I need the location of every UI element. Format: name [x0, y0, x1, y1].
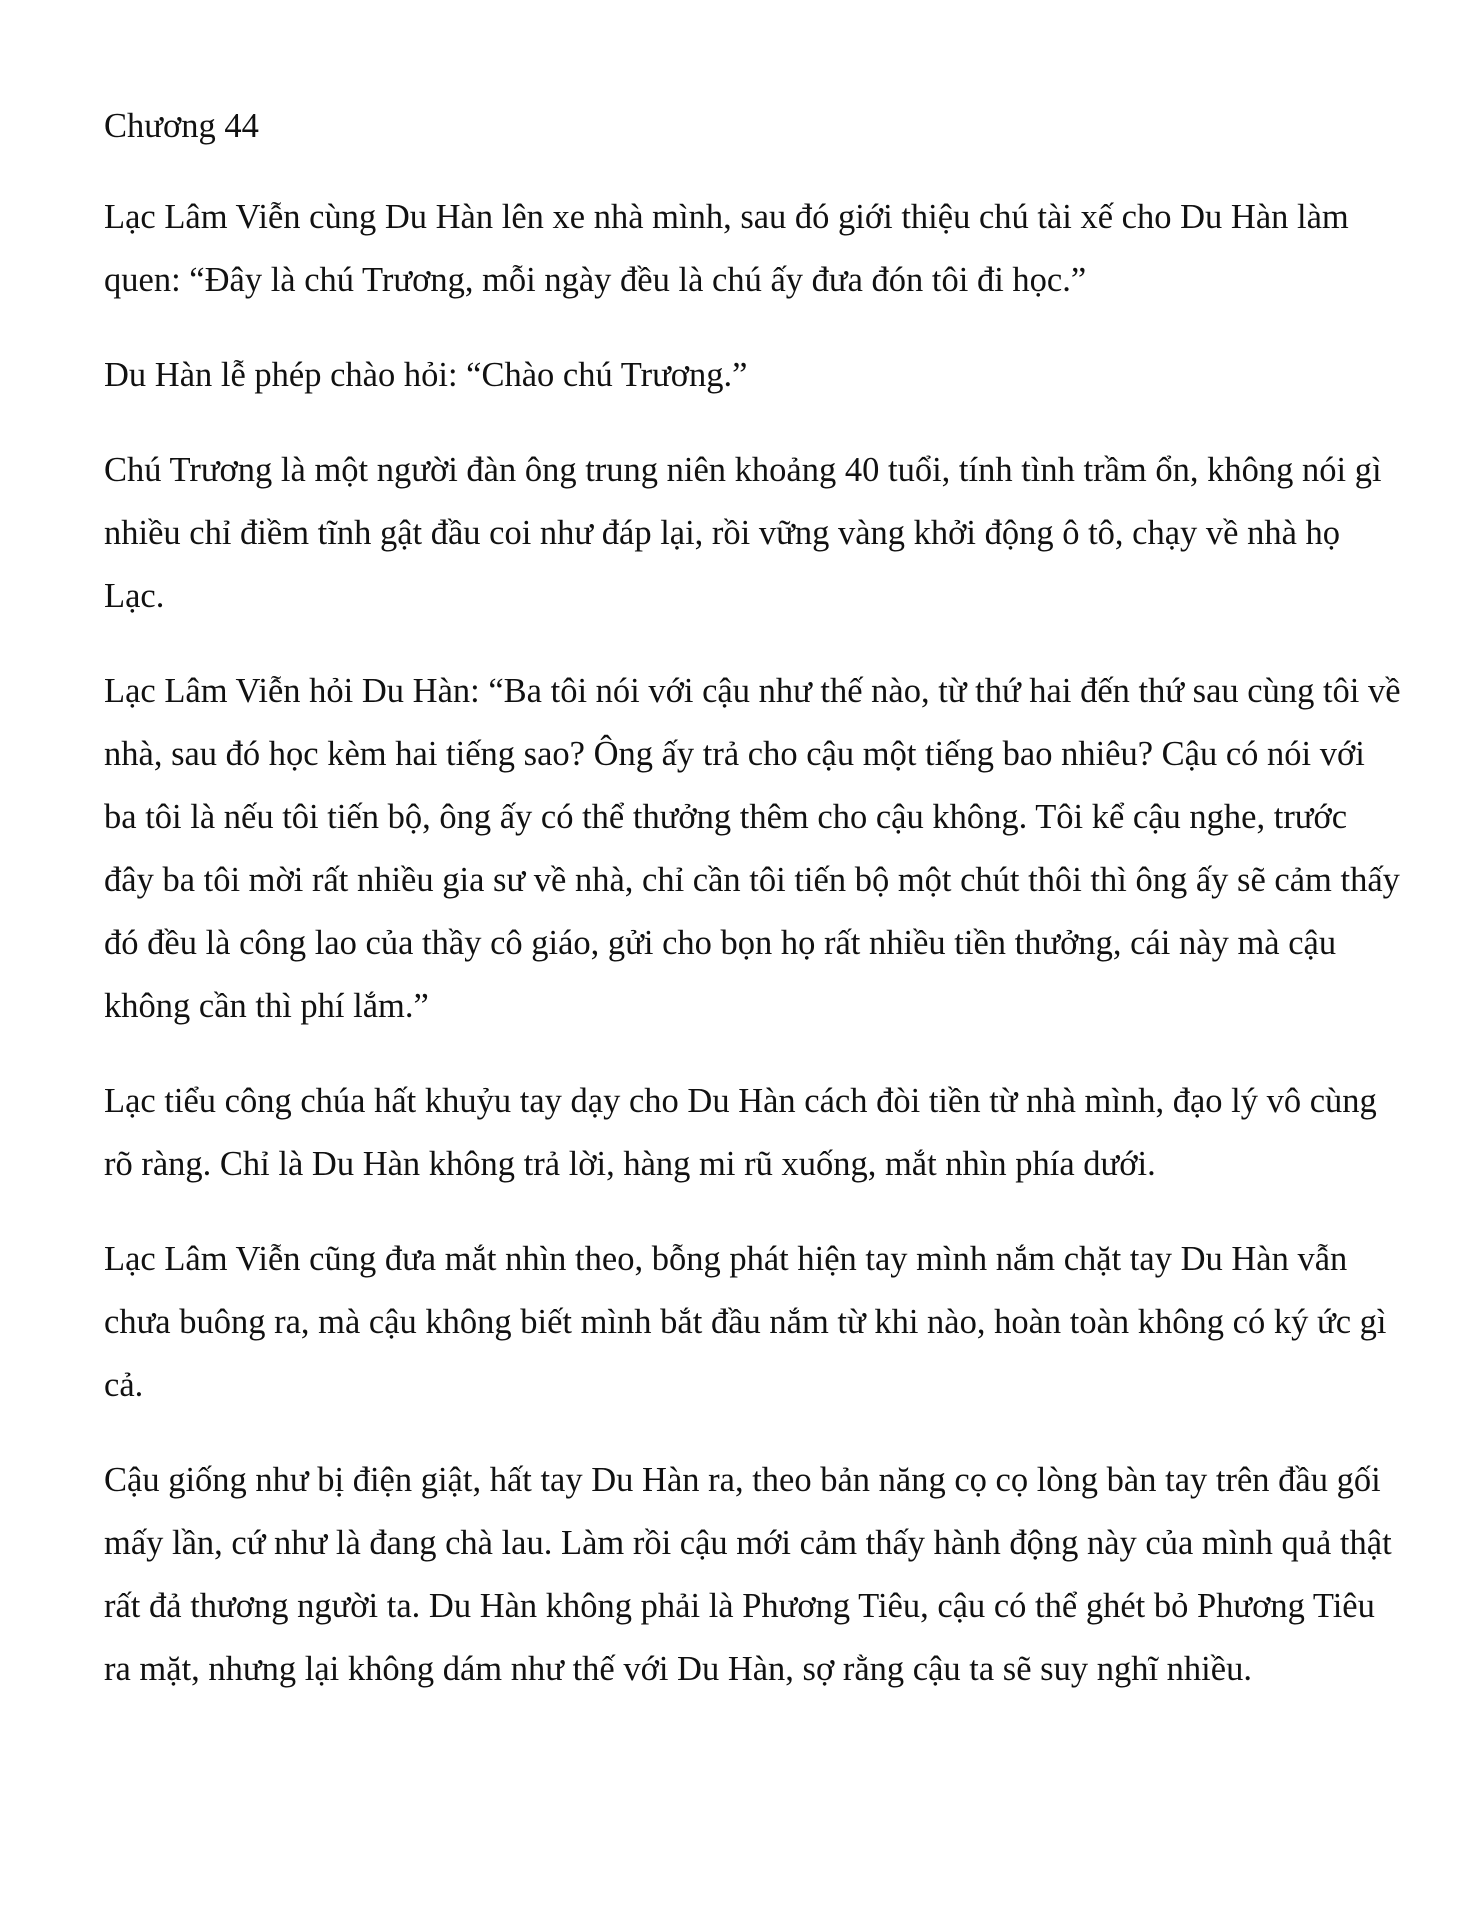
paragraph: Lạc Lâm Viễn cũng đưa mắt nhìn theo, bỗng phát hiện tay mình nắm chặt tay Du Hàn vẫn chưa buông ra, mà cậu không biết mình bắt đầu nắm từ khi nào, hoàn toàn không có ký ức gì cả. — [104, 1240, 1387, 1404]
text-body — [104, 102, 1404, 1733]
paragraph: Lạc tiểu công chúa hất khuỷu tay dạy cho Du Hàn cách đòi tiền từ nhà mình, đạo lý vô cùng rõ ràng. Chỉ là Du Hàn không trả lời, hàng mi rũ xuống, mắt nhìn phía dưới. — [104, 1082, 1377, 1183]
paragraph: Lạc Lâm Viễn hỏi Du Hàn: “Ba tôi nói với cậu như thế nào, từ thứ hai đến thứ sau cùng tôi về nhà, sau đó học kèm hai tiếng sao? Ông ấy trả cho cậu một tiếng bao nhiêu? Cậu có nói với ba tôi là nếu tôi tiến bộ, ông ấy có thể thưởng thêm cho cậu không. Tôi kể cậu nghe, trước đây ba tôi mời rất nhiều gia sư về nhà, chỉ cần tôi tiến bộ một chút thôi thì ông ấy sẽ cảm thấy đó đều là công lao của thầy cô giáo, gửi cho bọn họ rất nhiều tiền thưởng, cái này mà cậu không cần thì phí lắm.” — [104, 672, 1401, 1025]
paragraph: Lạc Lâm Viễn cùng Du Hàn lên xe nhà mình, sau đó giới thiệu chú tài xế cho Du Hàn làm quen: “Đây là chú Trương, mỗi ngày đều là chú ấy đưa đón tôi đi học.” — [104, 198, 1349, 299]
paragraph: Cậu giống như bị điện giật, hất tay Du Hàn ra, theo bản năng cọ cọ lòng bàn tay trên đầu gối mấy lần, cứ như là đang chà lau. Làm rồi cậu mới cảm thấy hành động này của mình quả thật rất đả thương người ta. Du Hàn không phải là Phương Tiêu, cậu có thể ghét bỏ Phương Tiêu ra mặt, nhưng lại không dám như thế với Du Hàn, sợ rằng cậu ta sẽ suy nghĩ nhiều. — [104, 1461, 1392, 1688]
paragraph: Chú Trương là một người đàn ông trung niên khoảng 40 tuổi, tính tình trầm ổn, không nói gì nhiều chỉ điềm tĩnh gật đầu coi như đáp lại, rồi vững vàng khởi động ô tô, chạy về nhà họ Lạc. — [104, 451, 1382, 615]
chapter-title: Chương 44 — [104, 107, 259, 145]
paragraph: Du Hàn lễ phép chào hỏi: “Chào chú Trương.” — [104, 356, 748, 394]
